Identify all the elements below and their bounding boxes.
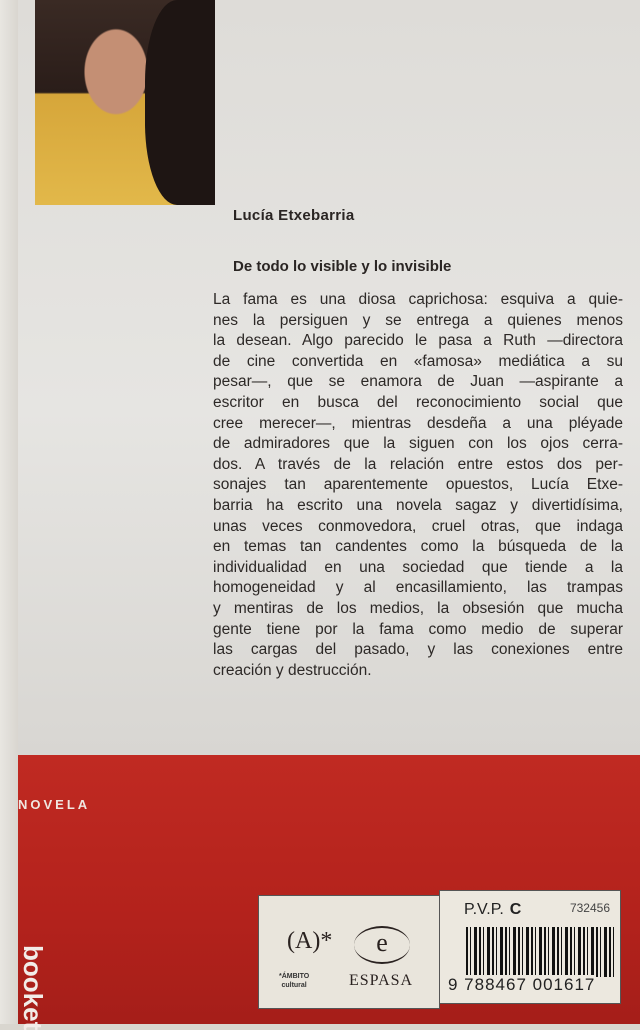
synopsis xyxy=(213,290,623,681)
synopsis-line: las cargas del pasado, y las conexiones entre xyxy=(213,641,623,659)
synopsis-line: barria ha escrito una novela sagaz y divertidísima, xyxy=(213,496,623,514)
synopsis-line: creación y destrucción. xyxy=(213,661,372,679)
booket-logo: booket xyxy=(18,945,48,1030)
publisher-logos xyxy=(258,895,440,1009)
synopsis-line: de admiradores que la siguen con los ojos cerra- xyxy=(213,435,623,453)
synopsis-line: nes la persiguen y se entrega a quienes menos xyxy=(213,311,623,329)
price-code: C xyxy=(509,901,522,918)
synopsis-line: de cine convertida en «famosa» mediática a su xyxy=(213,352,623,370)
author-name: Lucía Etxebarria xyxy=(233,207,355,224)
synopsis-line: cree merecer—, mientras desdeña a una pléyade xyxy=(213,414,623,432)
espasa-name: ESPASA xyxy=(349,972,414,989)
synopsis-line: escritor en busca del reconocimiento social que xyxy=(213,393,623,411)
synopsis-line: la desean. Algo parecido le pasa a Ruth —directora xyxy=(213,332,623,350)
ambito-line2: cultural xyxy=(281,982,307,989)
author-photo-hair xyxy=(145,0,215,205)
synopsis-line: pesar—, que se enamora de Juan —aspirante a xyxy=(213,373,623,391)
synopsis-line: unas veces conmovedora, cruel otras, que indaga xyxy=(213,517,623,535)
synopsis-line: en temas tan candentes como la búsqueda de la xyxy=(213,538,623,556)
synopsis-line: sonajes tan aparentemente opuestos, Lucía Etxe- xyxy=(213,476,623,494)
synopsis-line: La fama es una diosa caprichosa: esquiva a quie- xyxy=(213,291,623,308)
ambito-line1: *ÁMBITO xyxy=(279,973,310,980)
barcode xyxy=(466,927,616,977)
author-photo xyxy=(35,0,215,205)
book-title: De todo lo visible y lo invisible xyxy=(233,258,452,275)
reference-number: 732456 xyxy=(569,901,610,915)
espasa-logo-icon: e xyxy=(354,926,410,964)
synopsis-line: homogeneidad y al encasillamiento, las trampas xyxy=(213,579,623,597)
synopsis-line: y mentiras de los medios, la obsesión que mucha xyxy=(213,599,623,617)
genre-label: NOVELA xyxy=(18,797,91,812)
price-label xyxy=(464,901,521,919)
book-back-cover xyxy=(18,0,640,1030)
synopsis-line: dos. A través de la relación entre estos dos per- xyxy=(213,455,623,473)
isbn-number: 9 788467 001617 xyxy=(448,975,596,994)
pvp-text: P.V.P. xyxy=(464,901,504,918)
red-band xyxy=(18,755,640,1030)
synopsis-line: gente tiene por la fama como medio de superar xyxy=(213,620,623,638)
ambito-cultural-logo: (A)* xyxy=(287,928,333,954)
synopsis-line: individualidad en una sociedad que tiende a la xyxy=(213,558,623,576)
ambito-cultural-text xyxy=(279,972,309,990)
barcode-label xyxy=(439,890,621,1004)
